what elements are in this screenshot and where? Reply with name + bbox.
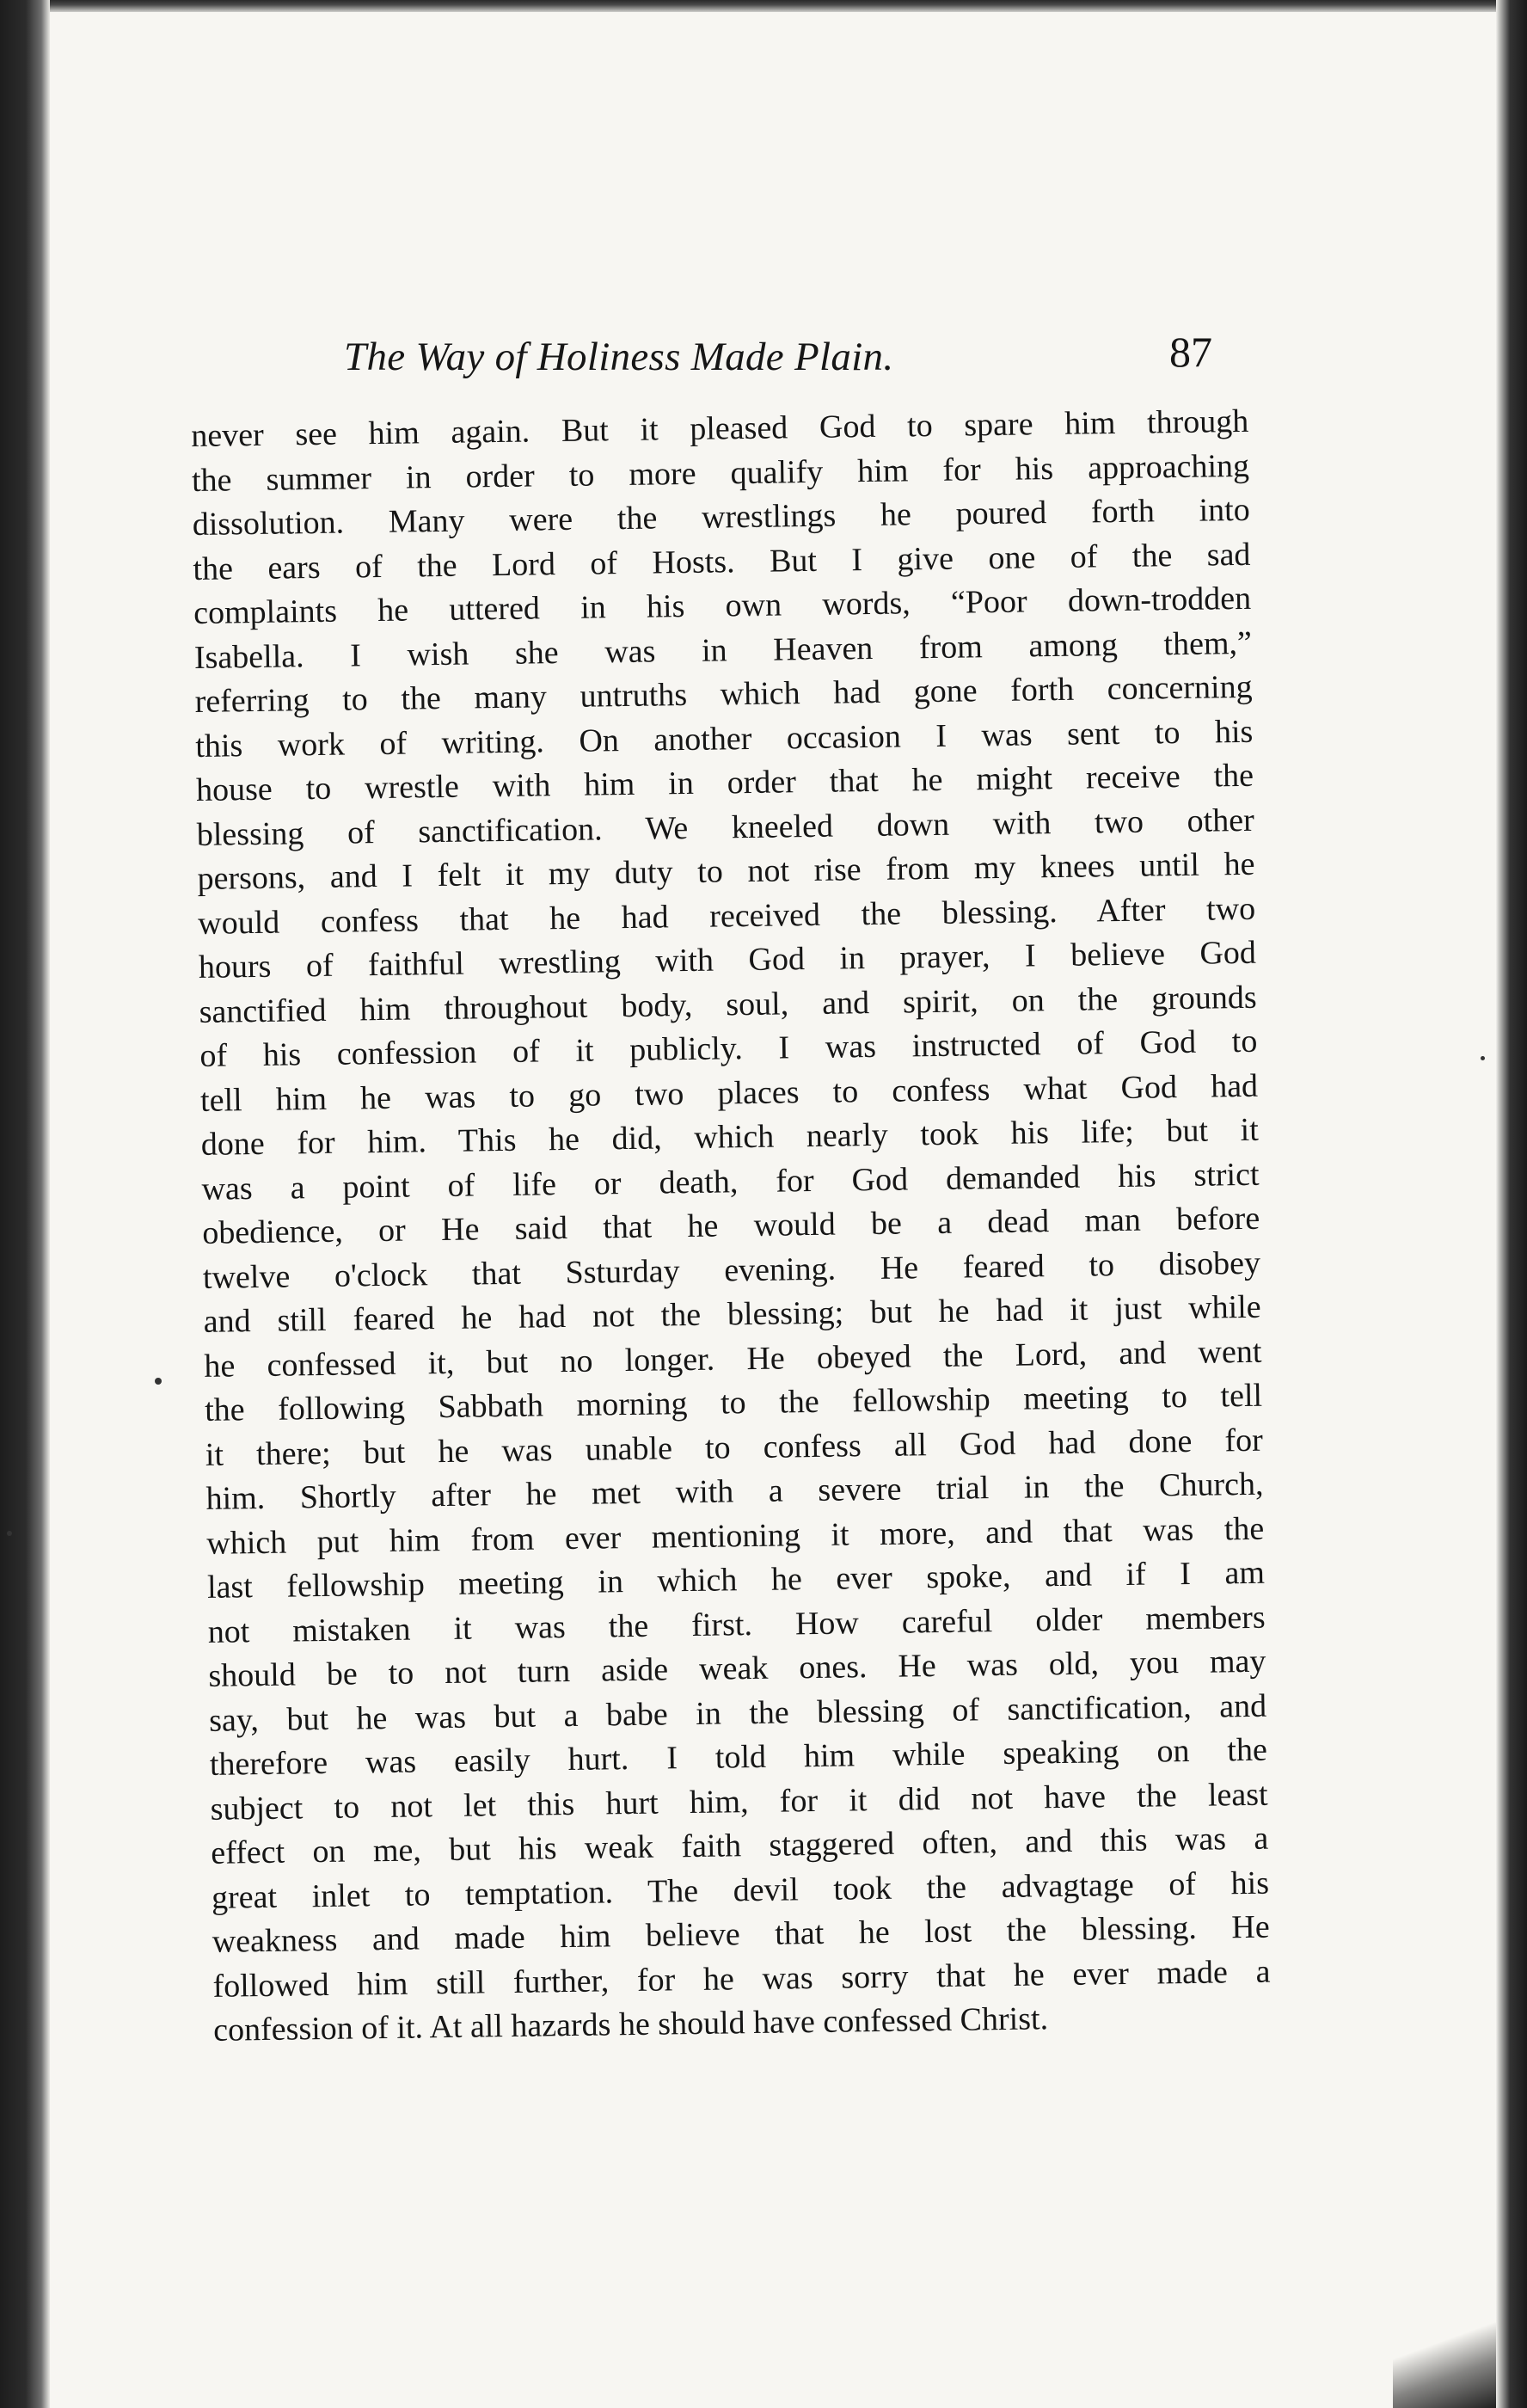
text-line: therefore was easily hurt. I told him while speaking on the (209, 1731, 1268, 1783)
text-line: would confess that he had received the blessing. After two (197, 890, 1256, 942)
text-line: obedience, or He said that he would be a dead man before (201, 1200, 1260, 1251)
ink-speck (1481, 1056, 1485, 1060)
body-text (191, 400, 1271, 2053)
text-line: house to wrestle with him in order that he might receive the (195, 757, 1254, 808)
scan-border-left (0, 0, 50, 2408)
text-line: confession of it. At all hazards he should have confessed Christ. (212, 2000, 1049, 2049)
ink-speck (7, 1531, 12, 1536)
scan-border-top (0, 0, 1527, 12)
text-line: sanctified him throughout body, soul, and spirit, on the grounds (199, 979, 1257, 1030)
text-line: say, but he was but a babe in the blessing of sanctification, and (208, 1687, 1267, 1739)
text-line: him. Shortly after he met with a severe trial in the Church, (205, 1465, 1264, 1517)
text-line: subject to not let this hurt him, for it did not have the least (210, 1776, 1268, 1828)
text-line: done for him. This he did, which nearly took his life; but it (200, 1111, 1260, 1163)
text-line: weakness and made him believe that he lost the blessing. He (212, 1908, 1270, 1960)
text-line: of his confession of it publicly. I was instructed of God to (199, 1023, 1258, 1074)
text-line: it there; but he was unable to confess all God had done for (205, 1422, 1264, 1473)
text-line: the ears of the Lord of Hosts. But I give one of the sad (193, 536, 1251, 587)
text-line: twelve o'clock that Ssturday evening. He feared to disobey (202, 1244, 1261, 1296)
page-curl-shadow (1393, 2253, 1496, 2408)
text-line: last fellowship meeting in which he ever spoke, and if I am (206, 1554, 1266, 1606)
scan-border-right (1496, 0, 1527, 2408)
ink-speck (155, 1378, 162, 1385)
text-line: was a point of life or death, for God demanded his strict (201, 1156, 1260, 1207)
text-line: persons, and I felt it my duty to not rise from my knees until he (197, 845, 1255, 897)
text-line: great inlet to temptation. The devil took the advagtage of his (211, 1864, 1270, 1916)
text-line: not mistaken it was the first. How careful older members (207, 1599, 1266, 1650)
text-line: Isabella. I wish she was in Heaven from among them,” (193, 624, 1253, 676)
text-line: hours of faithful wrestling with God in prayer, I believe God (198, 934, 1257, 986)
text-line: he confessed it, but no longer. He obeyed the Lord, and went (204, 1333, 1262, 1385)
text-line: tell him he was to go two places to confess what God had (199, 1067, 1259, 1119)
page-header (344, 328, 1212, 394)
text-line: the summer in order to more qualify him for his approaching (191, 447, 1250, 499)
page-number: 87 (1169, 328, 1212, 376)
text-line: never see him again. But it pleased God to spare him through (191, 402, 1249, 454)
text-line: effect on me, but his weak faith staggered often, and this was a (211, 1820, 1269, 1871)
text-line: this work of writing. On another occasion I was sent to his (195, 713, 1254, 765)
text-line: followed him still further, for he was sorry that he ever made a (212, 1953, 1271, 2005)
text-line: dissolution. Many were the wrestlings he poured forth into (192, 491, 1250, 543)
text-line: referring to the many untruths which had gone forth concerning (194, 668, 1253, 720)
running-title: The Way of Holiness Made Plain. (344, 335, 894, 379)
text-line: should be to not turn aside weak ones. He was old, you may (208, 1643, 1266, 1694)
text-line: blessing of sanctification. We kneeled down with two other (196, 802, 1254, 853)
text-line: the following Sabbath morning to the fellowship meeting to tell (204, 1377, 1263, 1428)
text-line: complaints he uttered in his own words, “Poor down-trodden (193, 580, 1252, 631)
text-line: which put him from ever mentioning it more, and that was the (206, 1510, 1265, 1562)
text-line: and still feared he had not the blessing; but he had it just while (203, 1288, 1261, 1340)
